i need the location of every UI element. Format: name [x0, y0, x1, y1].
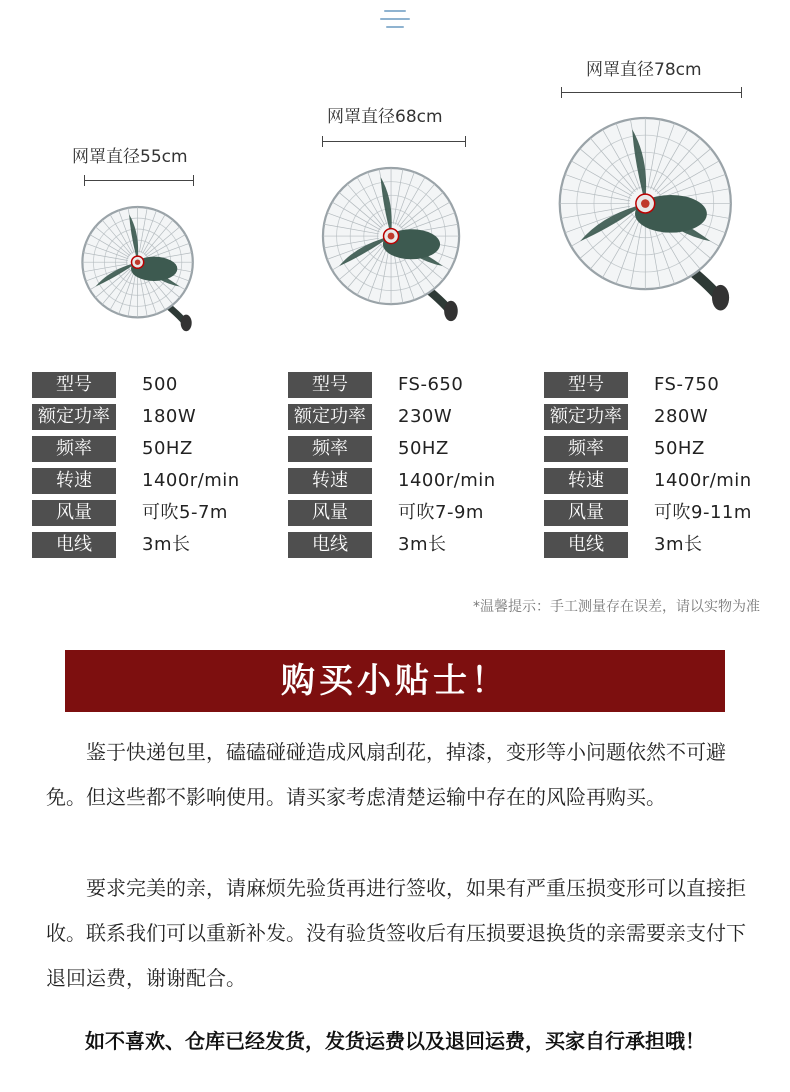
spec-key: 转速	[32, 468, 116, 494]
spec-key: 风量	[32, 500, 116, 526]
spec-row	[288, 468, 528, 494]
spec-value: 可吹9-11m	[654, 502, 752, 523]
spec-row	[288, 500, 528, 526]
spec-key: 电线	[544, 532, 628, 558]
spec-key: 风量	[288, 500, 372, 526]
spec-value: FS-750	[654, 374, 720, 395]
paragraph-text: 鉴于快递包里，磕磕碰碰造成风扇刮花，掉漆，变形等小问题依然不可避免。但这些都不影响使用。请买家考虑清楚运输中存在的风险再购买。	[46, 740, 726, 809]
spec-value: 1400r/min	[654, 470, 752, 491]
spec-key: 电线	[288, 532, 372, 558]
spec-key: 额定功率	[544, 404, 628, 430]
spec-row	[32, 436, 272, 462]
spec-row	[544, 500, 784, 526]
spec-key: 转速	[288, 468, 372, 494]
spec-row	[288, 532, 528, 558]
spec-key: 额定功率	[32, 404, 116, 430]
fan-image	[320, 164, 468, 344]
spec-key: 频率	[544, 436, 628, 462]
spec-value: 180W	[142, 406, 197, 427]
spec-key: 风量	[544, 500, 628, 526]
spec-value: 3m长	[142, 534, 191, 555]
spec-row	[32, 532, 272, 558]
tips-banner: 购买小贴士！	[65, 650, 725, 712]
spec-row	[544, 404, 784, 430]
measurement-note: *温馨提示：手工测量存在误差，请以实物为准	[473, 599, 760, 615]
diameter-label: 网罩直径78cm	[586, 60, 702, 80]
spec-value: 280W	[654, 406, 709, 427]
spec-row	[544, 436, 784, 462]
spec-row	[544, 372, 784, 398]
tip-paragraph-2	[46, 866, 746, 1001]
spec-value: 50HZ	[142, 438, 193, 459]
spec-value: FS-650	[398, 374, 464, 395]
spec-key: 型号	[288, 372, 372, 398]
spec-value: 可吹7-9m	[398, 502, 484, 523]
spec-value: 可吹5-7m	[142, 502, 228, 523]
spec-key: 频率	[32, 436, 116, 462]
spec-row	[544, 532, 784, 558]
spec-row	[288, 436, 528, 462]
paragraph-text: 要求完美的亲，请麻烦先验货再进行签收，如果有严重压损变形可以直接拒收。联系我们可以重新补发。没有验货签收后有压损要退换货的亲需要亲支付下退回运费，谢谢配合。	[46, 876, 746, 990]
tip-paragraph-1	[46, 730, 746, 820]
spec-value: 230W	[398, 406, 453, 427]
spec-row	[32, 372, 272, 398]
menu-lines-icon	[380, 6, 412, 32]
spec-row	[544, 468, 784, 494]
diameter-label: 网罩直径55cm	[72, 147, 188, 167]
dimension-line	[322, 141, 466, 142]
diameter-label: 网罩直径68cm	[327, 107, 443, 127]
spec-value: 1400r/min	[398, 470, 496, 491]
spec-row	[288, 372, 528, 398]
spec-key: 额定功率	[288, 404, 372, 430]
spec-value: 3m长	[398, 534, 447, 555]
spec-key: 电线	[32, 532, 116, 558]
dimension-line	[84, 180, 194, 181]
dimension-line	[561, 92, 742, 93]
footer-notice: 如不喜欢、仓库已经发货，发货运费以及退回运费，买家自行承担哦！	[85, 1029, 705, 1053]
spec-row	[32, 500, 272, 526]
fan-image	[556, 114, 742, 346]
spec-value: 500	[142, 374, 178, 395]
spec-value: 50HZ	[398, 438, 449, 459]
spec-key: 转速	[544, 468, 628, 494]
spec-value: 50HZ	[654, 438, 705, 459]
spec-row	[288, 404, 528, 430]
spec-key: 型号	[32, 372, 116, 398]
spec-value: 3m长	[654, 534, 703, 555]
spec-key: 频率	[288, 436, 372, 462]
spec-row	[32, 468, 272, 494]
spec-key: 型号	[544, 372, 628, 398]
fan-image	[80, 203, 200, 343]
spec-row	[32, 404, 272, 430]
spec-value: 1400r/min	[142, 470, 240, 491]
